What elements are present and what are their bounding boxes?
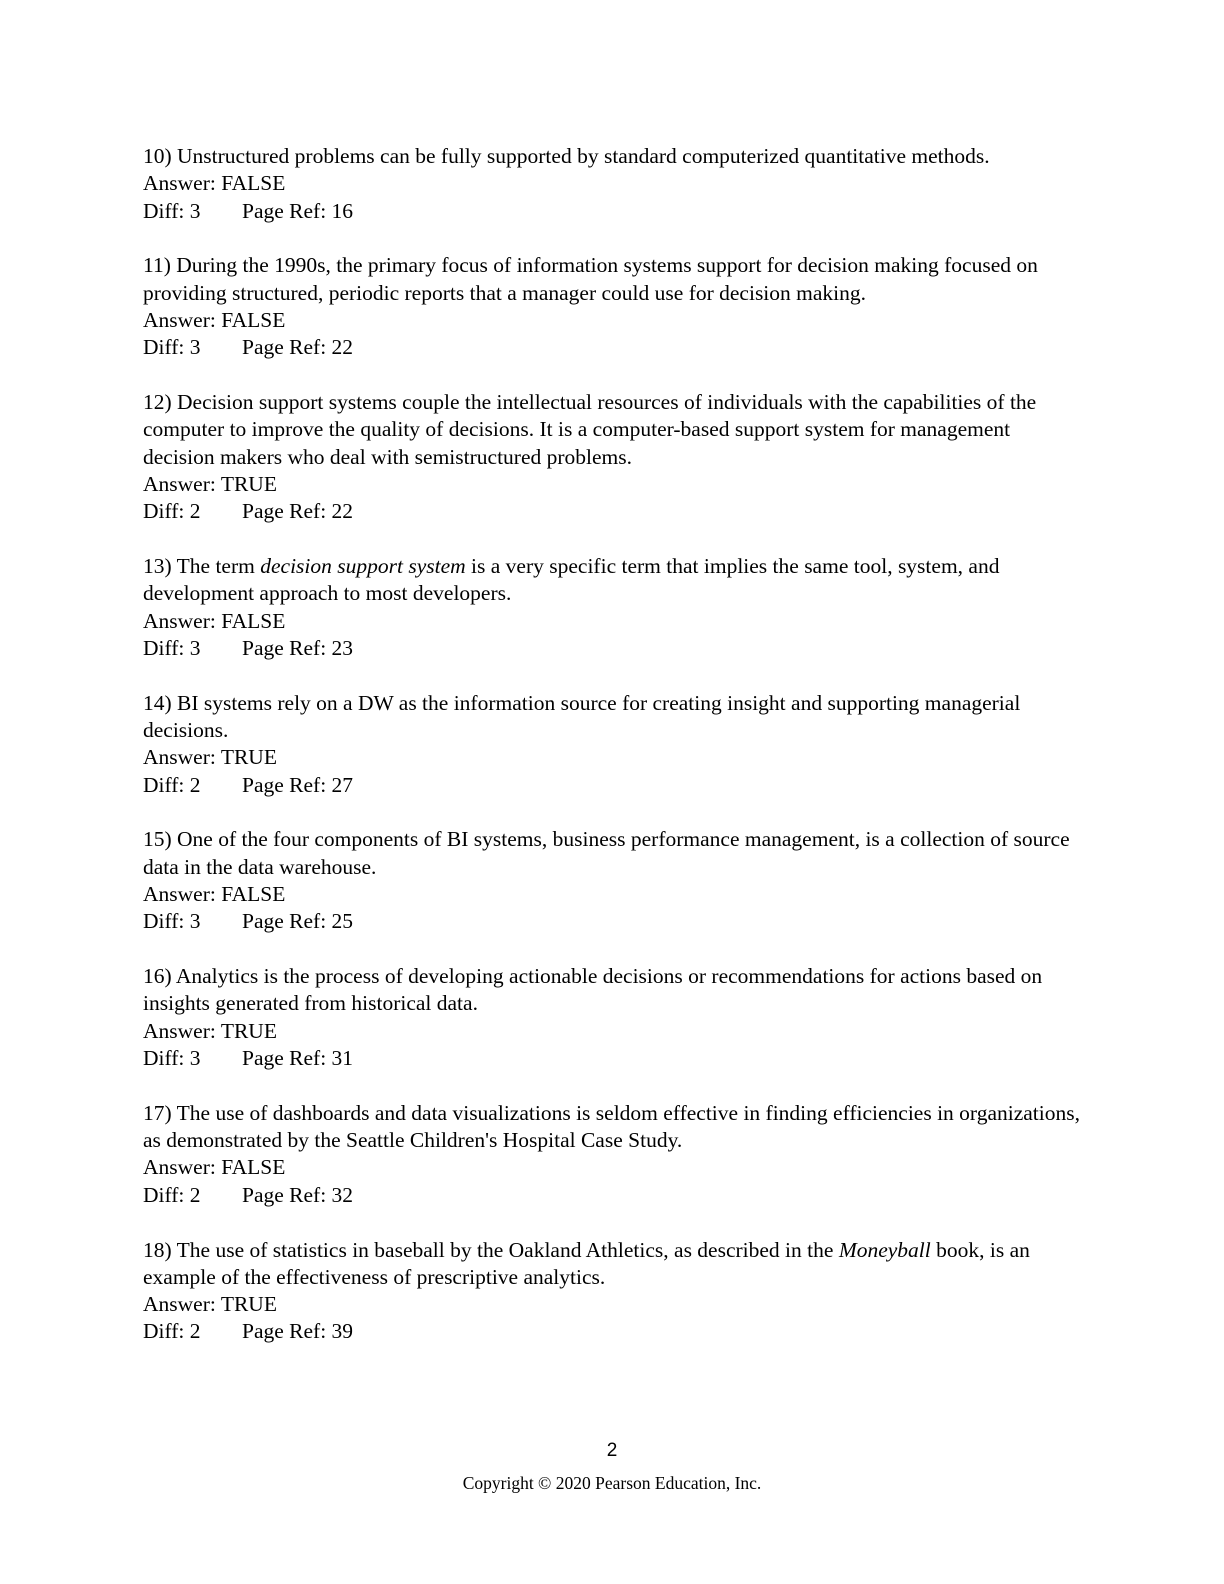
question-text-italic-segment: decision support system <box>260 554 466 579</box>
answer-line: Answer: FALSE <box>143 307 286 332</box>
question-text <box>143 143 1083 170</box>
page-ref-label: Page Ref: 22 <box>242 499 354 524</box>
question-text-segment: book, is an example of the effectiveness of prescriptive analytics. <box>143 1237 1030 1289</box>
question-item <box>143 1100 1083 1209</box>
page-ref-label: Page Ref: 25 <box>242 909 354 934</box>
question-meta <box>143 1045 1083 1072</box>
difficulty-label: Diff: 3 <box>143 198 201 223</box>
question-text-segment: 13) The term <box>143 554 261 579</box>
answer-line: Answer: FALSE <box>143 608 286 633</box>
answer-line: Answer: TRUE <box>143 745 277 770</box>
question-item <box>143 143 1083 225</box>
difficulty-label: Diff: 3 <box>143 335 201 360</box>
answer-line: Answer: FALSE <box>143 1155 286 1180</box>
question-text-segment: 14) BI systems rely on a DW as the information source for creating insight and supporting managerial decisions. <box>143 690 1021 743</box>
copyright-notice: Copyright © 2020 Pearson Education, Inc. <box>462 1473 762 1493</box>
question-item <box>143 690 1083 799</box>
page-number: 2 <box>606 1440 618 1461</box>
answer-line: Answer: TRUE <box>143 1292 277 1317</box>
question-item <box>143 389 1083 525</box>
question-text-segment: 11) During the 1990s, the primary focus of information systems support for decision making focused on providing structured, periodic reports that a manager could use for decision making. <box>143 253 1038 305</box>
question-list <box>143 143 1083 1373</box>
difficulty-label: Diff: 2 <box>143 772 201 797</box>
question-meta <box>143 772 1083 799</box>
answer-line: Answer: TRUE <box>143 471 277 496</box>
difficulty-label: Diff: 2 <box>143 1319 201 1344</box>
question-text <box>143 252 1083 307</box>
question-text-segment: is a very specific term that implies the same tool, system, and development approach to most developers. <box>143 554 1000 606</box>
question-text <box>143 690 1083 745</box>
difficulty-label: Diff: 2 <box>143 499 201 524</box>
answer-line: Answer: FALSE <box>143 882 286 907</box>
question-text-segment: 15) One of the four components of BI systems, business performance management, is a collection of source data in the data warehouse. <box>143 827 1070 879</box>
question-meta <box>143 1182 1083 1209</box>
question-text-segment: 10) Unstructured problems can be fully supported by standard computerized quantitative methods. <box>143 144 990 168</box>
question-meta <box>143 1318 1083 1345</box>
answer-line: Answer: TRUE <box>143 1018 277 1043</box>
question-text <box>143 1237 1083 1292</box>
question-meta <box>143 334 1083 361</box>
question-text-segment: 17) The use of dashboards and data visualizations is seldom effective in finding efficiencies in organizations, as demonstrated by the Seattle Children's Hospital Case Study. <box>143 1100 1080 1153</box>
question-meta <box>143 908 1083 935</box>
question-text <box>143 553 1083 608</box>
page-ref-label: Page Ref: 31 <box>242 1046 354 1071</box>
question-text-segment: 16) Analytics is the process of developing actionable decisions or recommendations for actions based on insights generated from historical data. <box>143 964 1043 1016</box>
page-ref-label: Page Ref: 23 <box>242 635 354 660</box>
page-ref-label: Page Ref: 27 <box>242 772 354 797</box>
question-meta <box>143 198 1083 225</box>
question-item <box>143 553 1083 662</box>
difficulty-label: Diff: 3 <box>143 909 201 934</box>
question-text-italic-segment: Moneyball <box>838 1237 931 1262</box>
question-item <box>143 963 1083 1072</box>
question-text-segment: 18) The use of statistics in baseball by the Oakland Athletics, as described in the <box>143 1237 839 1262</box>
page-ref-label: Page Ref: 16 <box>242 198 354 223</box>
page-ref-label: Page Ref: 22 <box>242 335 354 360</box>
question-text <box>143 389 1083 471</box>
question-item <box>143 1237 1083 1346</box>
difficulty-label: Diff: 2 <box>143 1182 201 1207</box>
question-item <box>143 252 1083 361</box>
difficulty-label: Diff: 3 <box>143 635 201 660</box>
question-text-segment: 12) Decision support systems couple the intellectual resources of individuals with the capabilities of the computer to improve the quality of decisions. It is a computer-based support system for management decision makers who deal with semistructured problems. <box>143 390 1037 469</box>
question-text <box>143 963 1083 1018</box>
answer-line: Answer: FALSE <box>143 171 286 196</box>
question-item <box>143 826 1083 935</box>
difficulty-label: Diff: 3 <box>143 1046 201 1071</box>
page-ref-label: Page Ref: 32 <box>242 1182 354 1207</box>
page-ref-label: Page Ref: 39 <box>242 1319 354 1344</box>
question-meta <box>143 635 1083 662</box>
question-meta <box>143 498 1083 525</box>
question-text <box>143 826 1083 881</box>
question-text <box>143 1100 1083 1155</box>
